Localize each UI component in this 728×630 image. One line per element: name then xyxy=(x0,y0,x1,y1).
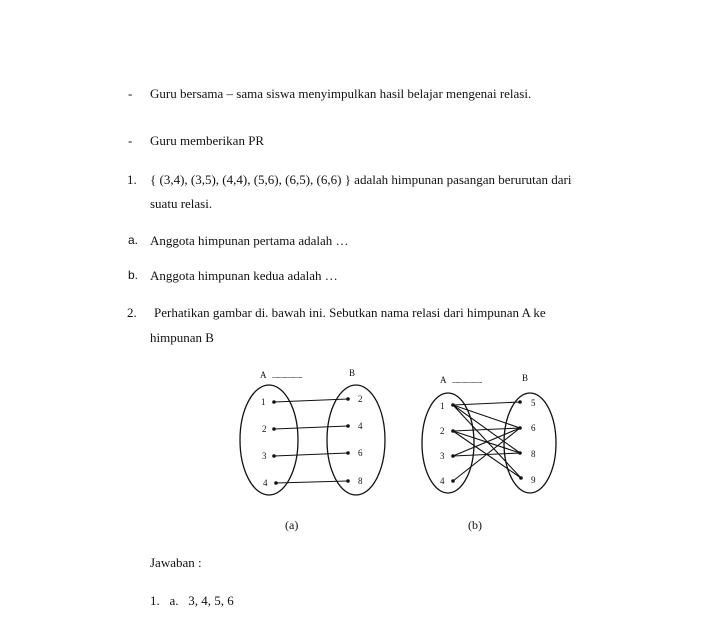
domain-value: 3 xyxy=(262,451,267,461)
answer-line: 1. a. 3, 4, 5, 6 xyxy=(150,593,234,608)
point-dot xyxy=(451,479,455,483)
item-marker-b: b. xyxy=(128,268,139,282)
set-a-label: A xyxy=(440,375,447,385)
point-dot xyxy=(518,400,522,404)
dotted-leader: .......................... xyxy=(452,377,482,385)
point-dot xyxy=(518,426,522,430)
question-number: 1. xyxy=(127,172,137,187)
point-dot xyxy=(519,476,523,480)
bullet-text-homework: Guru memberikan PR xyxy=(150,133,265,148)
codomain-value: 6 xyxy=(531,423,536,433)
item-a-text: Anggota himpunan pertama adalah … xyxy=(150,233,349,248)
diagram-b-caption: (b) xyxy=(468,518,482,532)
codomain-value: 5 xyxy=(531,398,536,408)
point-dot xyxy=(518,451,522,455)
domain-value: 3 xyxy=(440,451,445,461)
point-dot xyxy=(451,403,455,407)
item-b-text: Anggota himpunan kedua adalah … xyxy=(150,268,338,283)
set-b-oval xyxy=(504,393,556,493)
bullet-marker: - xyxy=(128,86,133,101)
question-1-text: { (3,4), (3,5), (4,4), (5,6), (6,5), (6,6) } adalah himpunan pasangan berurutan dari xyxy=(150,172,572,187)
codomain-value: 8 xyxy=(358,476,363,486)
arrow-line xyxy=(453,428,520,456)
codomain-value: 8 xyxy=(531,449,536,459)
domain-value: 2 xyxy=(262,424,267,434)
relation-arrows xyxy=(453,402,521,481)
question-2-text-cont: himpunan B xyxy=(150,330,214,345)
point-dot xyxy=(451,429,455,433)
question-1-text-cont: suatu relasi. xyxy=(150,196,213,211)
set-b-label: B xyxy=(522,373,529,383)
set-a-label: A xyxy=(260,370,267,380)
arrow-line xyxy=(453,428,520,481)
bullet-text-summary: Guru bersama – sama siswa menyimpulkan hasil belajar mengenai relasi. xyxy=(150,86,532,101)
bullet-marker: - xyxy=(128,133,133,148)
domain-value: 1 xyxy=(261,397,266,407)
item-marker-a: a. xyxy=(128,233,139,247)
domain-value: 2 xyxy=(440,426,445,436)
dotted-leader: .......................... xyxy=(272,372,302,380)
codomain-value: 2 xyxy=(358,394,363,404)
domain-value: 4 xyxy=(263,478,268,488)
set-b-label: B xyxy=(349,368,356,378)
domain-value: 1 xyxy=(440,401,445,411)
codomain-value: 9 xyxy=(531,475,536,485)
point-dot xyxy=(451,454,455,458)
domain-value: 4 xyxy=(440,476,445,486)
question-number: 2. xyxy=(127,305,137,320)
codomain-value: 4 xyxy=(358,421,363,431)
diagram-a-caption: (a) xyxy=(285,518,299,532)
set-a-oval xyxy=(422,393,474,493)
answer-heading: Jawaban : xyxy=(150,555,202,570)
question-2-text: Perhatikan gambar di. bawah ini. Sebutkan nama relasi dari himpunan A ke xyxy=(154,305,546,320)
codomain-value: 6 xyxy=(358,448,363,458)
